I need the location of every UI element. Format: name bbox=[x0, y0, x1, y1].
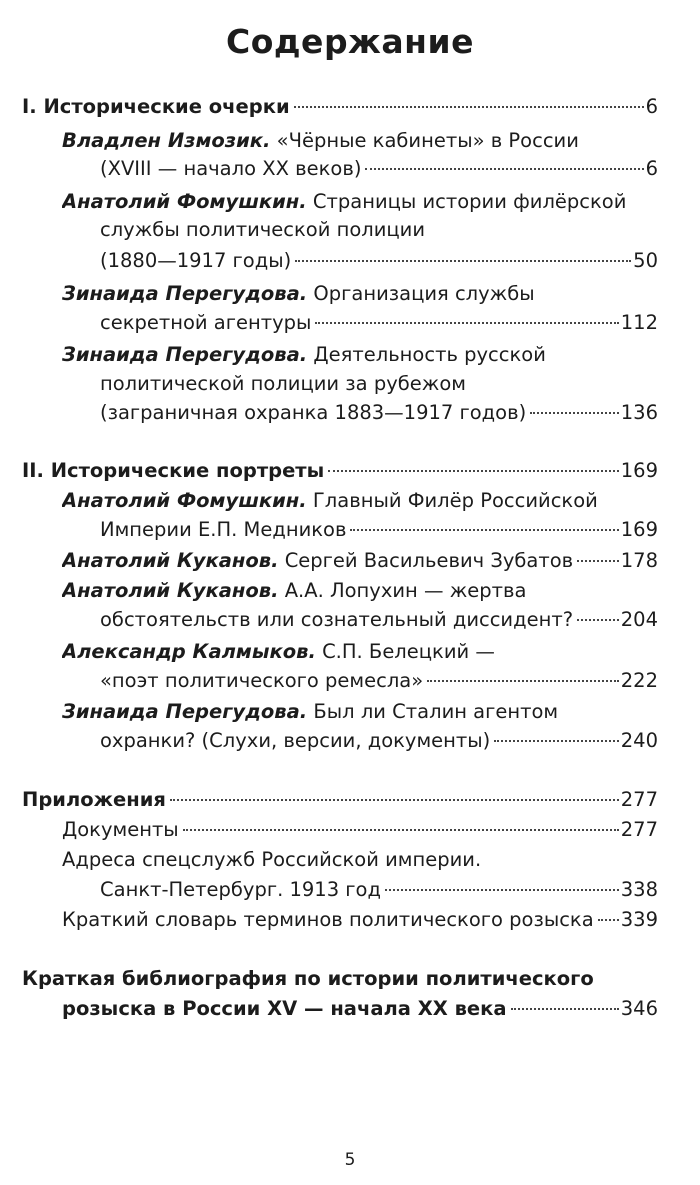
entry-title-cont: Санкт-Петербург. 1913 год bbox=[100, 878, 381, 901]
page-ref: 277 bbox=[620, 818, 658, 841]
page-title: Содержание bbox=[226, 22, 474, 61]
toc-entry[interactable] bbox=[62, 699, 658, 725]
dot-leader bbox=[385, 889, 619, 891]
toc-entry-continuation[interactable] bbox=[100, 668, 658, 694]
toc-section-heading-continuation[interactable] bbox=[62, 996, 658, 1022]
entry-author: Анатолий Куканов. bbox=[62, 579, 279, 602]
entry-title: Адреса спецслужб Российской империи. bbox=[62, 848, 482, 871]
entry-author: Анатолий Куканов. bbox=[62, 549, 279, 572]
toc-entry-continuation[interactable] bbox=[100, 517, 658, 543]
toc-section-heading[interactable] bbox=[22, 966, 658, 992]
toc-entry-continuation[interactable] bbox=[100, 728, 658, 754]
entry-title-cont: «поэт политического ремесла» bbox=[100, 669, 424, 692]
page-ref: 169 bbox=[620, 518, 658, 541]
toc-entry-continuation[interactable] bbox=[100, 371, 658, 397]
page-ref: 6 bbox=[645, 157, 658, 180]
entry-title: Страницы истории филёрской bbox=[312, 190, 627, 213]
entry-title: «Чёрные кабинеты» в России bbox=[276, 129, 579, 152]
entry-author: Анатолий Фомушкин. bbox=[62, 190, 307, 213]
dot-leader bbox=[295, 260, 631, 262]
entry-author: Владлен Измозик. bbox=[62, 129, 271, 152]
entry-title-cont: секретной агентуры bbox=[100, 311, 312, 334]
page-ref: 6 bbox=[645, 95, 658, 118]
dot-leader bbox=[577, 560, 619, 562]
section-title: Приложения bbox=[22, 788, 166, 811]
entry-author: Зинаида Перегудова. bbox=[62, 700, 308, 723]
page-ref: 339 bbox=[620, 908, 658, 931]
dot-leader bbox=[530, 412, 619, 414]
page-ref: 178 bbox=[620, 549, 658, 572]
section-title-cont: розыска в России XV — начала XX века bbox=[62, 997, 507, 1020]
dot-leader bbox=[365, 168, 643, 170]
page-ref: 136 bbox=[620, 401, 658, 424]
entry-title-cont: (заграничная охранка 1883—1917 годов) bbox=[100, 401, 527, 424]
entry-title-cont: (1880—1917 годы) bbox=[100, 249, 292, 272]
entry-author: Зинаида Перегудова. bbox=[62, 343, 308, 366]
entry-title-cont: (XVIII — начало XX веков) bbox=[100, 157, 362, 180]
entry-title: Документы bbox=[62, 818, 179, 841]
dot-leader bbox=[598, 919, 619, 921]
toc-entry-continuation[interactable] bbox=[100, 400, 658, 426]
toc-entry[interactable] bbox=[62, 847, 658, 873]
toc-entry-continuation[interactable] bbox=[100, 310, 658, 336]
toc-section-heading[interactable] bbox=[22, 458, 658, 484]
entry-author: Зинаида Перегудова. bbox=[62, 282, 308, 305]
entry-title: Организация службы bbox=[313, 282, 535, 305]
toc-entry-continuation[interactable] bbox=[100, 607, 658, 633]
page-ref: 346 bbox=[620, 997, 658, 1020]
page-ref: 50 bbox=[633, 249, 658, 272]
dot-leader bbox=[183, 829, 619, 831]
section-title: I. Исторические очерки bbox=[22, 95, 290, 118]
dot-leader bbox=[511, 1008, 619, 1010]
dot-leader bbox=[427, 680, 619, 682]
toc-entry[interactable] bbox=[62, 639, 658, 665]
toc-entry[interactable] bbox=[62, 817, 658, 843]
dot-leader bbox=[494, 740, 618, 742]
dot-leader bbox=[315, 322, 618, 324]
toc-entry[interactable] bbox=[62, 342, 658, 368]
page-ref: 338 bbox=[620, 878, 658, 901]
page-ref: 277 bbox=[620, 788, 658, 811]
entry-title-cont: Империи Е.П. Медников bbox=[100, 518, 347, 541]
toc-entry-continuation[interactable] bbox=[100, 877, 658, 903]
entry-author: Александр Калмыков. bbox=[62, 640, 316, 663]
toc-section-heading[interactable] bbox=[22, 787, 658, 813]
toc-entry-continuation[interactable] bbox=[100, 248, 658, 274]
entry-title-cont: службы политической полиции bbox=[100, 218, 426, 241]
entry-title: Краткий словарь терминов политического розыска bbox=[62, 908, 594, 931]
dot-leader bbox=[350, 529, 618, 531]
entry-title: А.А. Лопухин — жертва bbox=[284, 579, 527, 602]
dot-leader bbox=[294, 106, 644, 108]
page-ref: 112 bbox=[620, 311, 658, 334]
entry-title-cont: политической полиции за рубежом bbox=[100, 372, 466, 395]
toc-entry-continuation[interactable] bbox=[100, 156, 658, 182]
entry-title: Главный Филёр Российской bbox=[312, 489, 598, 512]
entry-title: Сергей Васильевич Зубатов bbox=[284, 549, 574, 572]
toc-entry[interactable] bbox=[62, 907, 658, 933]
toc-entry[interactable] bbox=[62, 189, 658, 215]
toc-entry[interactable] bbox=[62, 548, 658, 574]
entry-title: С.П. Белецкий — bbox=[322, 640, 495, 663]
entry-author: Анатолий Фомушкин. bbox=[62, 489, 307, 512]
toc-section-heading[interactable] bbox=[22, 94, 658, 120]
page-ref: 204 bbox=[620, 608, 658, 631]
toc-entry[interactable] bbox=[62, 578, 658, 604]
dot-leader bbox=[170, 799, 619, 801]
page-ref: 240 bbox=[620, 729, 658, 752]
page-number: 5 bbox=[344, 1150, 356, 1170]
toc-entry-continuation[interactable] bbox=[100, 217, 658, 243]
entry-title: Был ли Сталин агентом bbox=[313, 700, 559, 723]
section-title: II. Исторические портреты bbox=[22, 459, 325, 482]
dot-leader bbox=[577, 619, 619, 621]
toc-entry[interactable] bbox=[62, 281, 658, 307]
toc-entry[interactable] bbox=[62, 488, 658, 514]
entry-title-cont: обстоятельств или сознательный диссидент? bbox=[100, 608, 574, 631]
page-ref: 169 bbox=[620, 459, 658, 482]
section-title: Краткая библиография по истории политического bbox=[22, 967, 594, 990]
entry-title-cont: охранки? (Слухи, версии, документы) bbox=[100, 729, 491, 752]
dot-leader bbox=[328, 470, 619, 472]
entry-title: Деятельность русской bbox=[313, 343, 546, 366]
toc-entry[interactable] bbox=[62, 128, 658, 154]
page-ref: 222 bbox=[620, 669, 658, 692]
